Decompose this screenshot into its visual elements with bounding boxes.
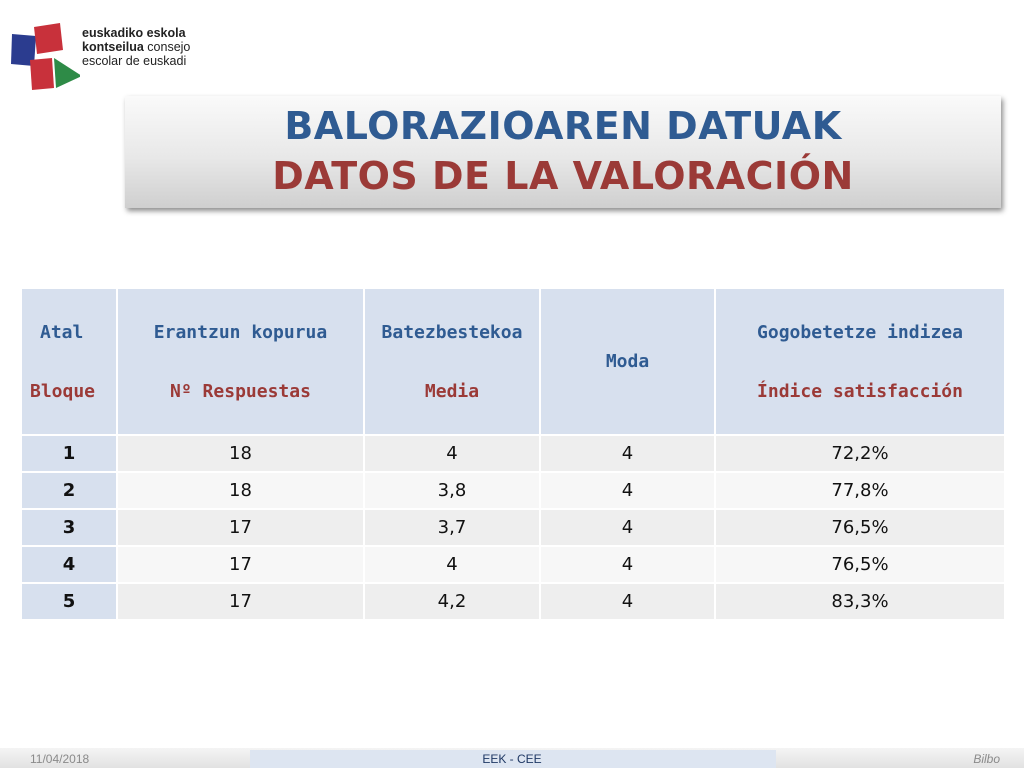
cell-responses: 17 xyxy=(117,546,364,583)
header-block: Atal Bloque xyxy=(21,288,117,435)
cell-index: 76,5% xyxy=(715,546,1005,583)
cell-block: 2 xyxy=(21,472,117,509)
title-basque: BALORAZIOAREN DATUAK xyxy=(284,104,842,148)
cell-block: 3 xyxy=(21,509,117,546)
table-row xyxy=(21,509,1005,546)
logo-line-2-bold: kontseilua xyxy=(82,40,144,54)
header-satisfaction-index: Gogobetetze indizea Índice satisfacción xyxy=(715,288,1005,435)
cell-index: 77,8% xyxy=(715,472,1005,509)
table-row xyxy=(21,472,1005,509)
title-banner xyxy=(125,96,1001,208)
footer-center-label: EEK - CEE xyxy=(482,752,542,766)
logo-line-2-rest: consejo xyxy=(143,40,191,54)
logo-line-1: euskadiko eskola xyxy=(82,26,186,40)
organization-logo xyxy=(0,0,200,96)
cell-mean: 3,8 xyxy=(364,472,540,509)
table-header-row xyxy=(21,288,1005,435)
cell-mode: 4 xyxy=(540,509,715,546)
header-mean: Batezbestekoa Media xyxy=(364,288,540,435)
footer-location: Bilbo xyxy=(973,752,1000,766)
table-row xyxy=(21,435,1005,472)
cell-index: 72,2% xyxy=(715,435,1005,472)
cell-mean: 3,7 xyxy=(364,509,540,546)
title-spanish: DATOS DE LA VALORACIÓN xyxy=(272,154,854,198)
cell-mode: 4 xyxy=(540,435,715,472)
cell-mean: 4 xyxy=(364,546,540,583)
valuation-table xyxy=(20,287,1006,621)
table-row xyxy=(21,546,1005,583)
cell-responses: 18 xyxy=(117,435,364,472)
table-row xyxy=(21,583,1005,620)
cell-responses: 17 xyxy=(117,583,364,620)
logo-mark-icon xyxy=(8,20,80,92)
cell-block: 4 xyxy=(21,546,117,583)
header-mode: Moda xyxy=(540,288,715,435)
cell-mode: 4 xyxy=(540,472,715,509)
logo-line-3: escolar de euskadi xyxy=(82,54,187,68)
cell-responses: 18 xyxy=(117,472,364,509)
cell-mode: 4 xyxy=(540,583,715,620)
cell-index: 83,3% xyxy=(715,583,1005,620)
cell-mean: 4,2 xyxy=(364,583,540,620)
header-responses: Erantzun kopurua Nº Respuestas xyxy=(117,288,364,435)
cell-mean: 4 xyxy=(364,435,540,472)
footer-date: 11/04/2018 xyxy=(30,752,90,766)
cell-block: 1 xyxy=(21,435,117,472)
cell-block: 5 xyxy=(21,583,117,620)
cell-mode: 4 xyxy=(540,546,715,583)
cell-responses: 17 xyxy=(117,509,364,546)
cell-index: 76,5% xyxy=(715,509,1005,546)
